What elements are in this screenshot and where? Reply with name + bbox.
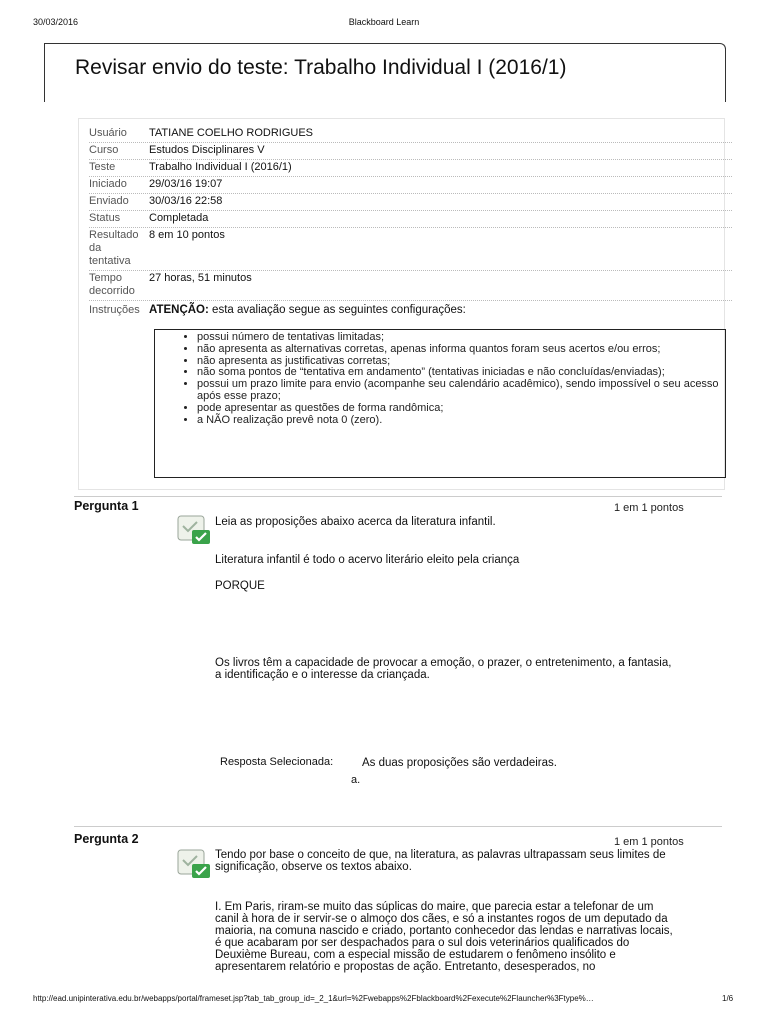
- selected-answer-text: As duas proposições são verdadeiras.: [362, 757, 557, 769]
- summary-value: Completada: [149, 212, 209, 224]
- question-divider: [74, 826, 722, 827]
- instructions-intro: [149, 304, 466, 317]
- print-title: Blackboard Learn: [348, 17, 420, 27]
- question-1-connector: PORQUE: [215, 580, 265, 592]
- summary-row-elapsed: [89, 272, 732, 301]
- correct-check-icon: [177, 515, 211, 545]
- selected-answer-letter: a.: [351, 774, 361, 786]
- summary-row-started: [89, 178, 732, 194]
- instruction-item: • possui um prazo limite para envio (acompanhe seu calendário acadêmico), sendo impossível o seu acesso após esse prazo;: [197, 379, 725, 403]
- page-title: Revisar envio do teste: Trabalho Individual I (2016/1): [75, 56, 567, 79]
- summary-value: Estudos Disciplinares V: [149, 144, 265, 156]
- question-1-statement: Literatura infantil é todo o acervo literário eleito pela criança: [215, 554, 520, 566]
- instructions-list-box: [154, 329, 726, 478]
- instructions-list: [155, 332, 725, 426]
- print-page-number: 1/6: [722, 994, 734, 1003]
- instruction-item: • não soma pontos de “tentativa em andamento” (tentativas iniciadas e não concluídas/enviadas);: [197, 367, 725, 379]
- print-url: http://ead.unipinterativa.edu.br/webapps/portal/frameset.jsp?tab_tab_group_id=_2_1&url=%2Fwebapps%2Fblackboard%2Fexecute%2Flauncher%3Ftype%…: [33, 994, 594, 1003]
- summary-value: 29/03/16 19:07: [149, 178, 223, 190]
- print-date: 30/03/2016: [33, 17, 79, 27]
- summary-label: Teste: [89, 161, 116, 173]
- question-1-text: Leia as proposições abaixo acerca da literatura infantil.: [215, 516, 496, 528]
- summary-value: TATIANE COELHO RODRIGUES: [149, 127, 314, 139]
- summary-label: Status: [89, 212, 121, 224]
- selected-answer-label: Resposta Selecionada:: [220, 756, 334, 768]
- summary-row-user: [89, 127, 732, 143]
- summary-label: Instruções: [89, 304, 140, 316]
- summary-label: Resultado da tentativa: [89, 229, 139, 267]
- summary-label: Tempo decorrido: [89, 272, 135, 297]
- instruction-item: • a NÃO realização prevê nota 0 (zero).: [197, 415, 725, 427]
- question-2-title: Pergunta 2: [74, 832, 139, 846]
- submission-summary: [78, 118, 725, 490]
- summary-label: Enviado: [89, 195, 129, 207]
- question-1-title: Pergunta 1: [74, 499, 139, 513]
- summary-row-test: [89, 161, 732, 177]
- summary-value: 8 em 10 pontos: [149, 229, 225, 241]
- question-2-text: Tendo por base o conceito de que, na literatura, as palavras ultrapassam seus limites de significação, observe os textos abaixo.: [215, 849, 666, 873]
- instruction-item: • possui número de tentativas limitadas;: [197, 332, 725, 344]
- summary-value: Trabalho Individual I (2016/1): [149, 161, 292, 173]
- question-1-reason: Os livros têm a capacidade de provocar a emoção, o prazer, o entretenimento, a fantasia, a identificação e o interesse da criançada.: [215, 657, 672, 681]
- instructions-attention: ATENÇÃO:: [149, 304, 209, 316]
- instruction-item: • pode apresentar as questões de forma randômica;: [197, 403, 725, 415]
- question-2-points: 1 em 1 pontos: [614, 836, 684, 848]
- summary-row-submitted: [89, 195, 732, 211]
- question-2-excerpt: I. Em Paris, riram-se muito das súplicas do maire, que parecia estar a telefonar de um canil à hora de ir servir-se o almoço dos cães, e só a instantes rogos de um deputado da maioria, na comuna nascido e criado, portanto conhecedor das lendas e narrativas locais, é que acabaram por ser despachados para o sul dois veterinários qualificados do Deuxième Bureau, com a especial missão de estudarem o fenômeno insólito e apresentarem relatório e propostas de ação. Entretanto, desesperados, no: [215, 901, 673, 973]
- question-1-points: 1 em 1 pontos: [614, 502, 684, 514]
- summary-row-status: [89, 212, 732, 228]
- summary-label: Usuário: [89, 127, 127, 139]
- summary-value: 30/03/16 22:58: [149, 195, 223, 207]
- instruction-item: • não apresenta as alternativas corretas, apenas informa quantos foram seus acertos e/ou erros;: [197, 344, 725, 356]
- summary-label: Curso: [89, 144, 119, 156]
- summary-row-course: [89, 144, 732, 160]
- instruction-item: • não apresenta as justificativas corretas;: [197, 356, 725, 368]
- summary-row-result: [89, 229, 732, 271]
- question-divider: [74, 496, 722, 497]
- summary-row-instructions: [89, 304, 732, 324]
- summary-label: Iniciado: [89, 178, 127, 190]
- correct-check-icon: [177, 849, 211, 879]
- summary-value: 27 horas, 51 minutos: [149, 272, 252, 284]
- instructions-intro-text: esta avaliação segue as seguintes configurações:: [212, 304, 466, 316]
